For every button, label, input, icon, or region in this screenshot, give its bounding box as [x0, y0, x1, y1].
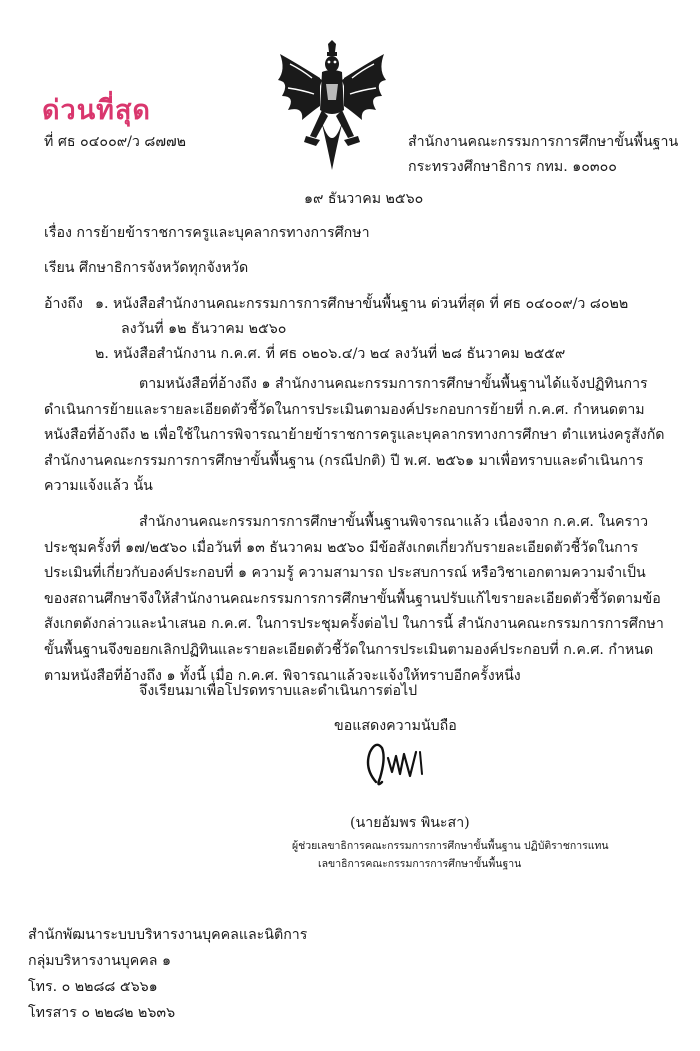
footer-phone: โทร. ๐ ๒๒๘๘ ๕๖๖๑ — [28, 979, 158, 995]
footer-office: สำนักพัฒนาระบบบริหารงานบุคคลและนิติการ — [28, 927, 308, 943]
garuda-emblem-icon — [272, 40, 392, 172]
reference-label: อ้างถึง — [44, 296, 83, 312]
signer-position-2: เลขาธิการคณะกรรมการการศึกษาขั้นพื้นฐาน — [318, 858, 522, 870]
reference-item-2: ๒. หนังสือสำนักงาน ก.ค.ศ. ที่ ศธ ๐๒๐๖.๔/ว ๒๔ ลงวันที่ ๒๘ ธันวาคม ๒๕๕๙ — [95, 346, 566, 362]
signer-name: (นายอัมพร พินะสา) — [350, 815, 470, 831]
handwritten-signature — [362, 738, 442, 790]
regards-line: ขอแสดงความนับถือ — [334, 718, 457, 734]
document-date: ๑๙ ธันวาคม ๒๕๖๐ — [304, 191, 424, 207]
body-paragraph-1-text: ตามหนังสือที่อ้างถึง ๑ สำนักงานคณะกรรมการการศึกษาขั้นพื้นฐานได้แจ้งปฏิทินการดำเนินการย้ายและรายละเอียดตัวชี้วัดในการประเมินตามองค์ประกอบการย้ายที่ ก.ค.ศ. กำหนดตามหนังสือที่อ้างถึง ๒ เพื่อใช้ในการพิจารณาย้ายข้าราชการครูและบุคลากรทางการศึกษา ตำแหน่งครูสังกัดสำนักงานคณะกรรมการการศึกษาขั้นพื้นฐาน (กรณีปกติ) ปี พ.ศ. ๒๕๖๑ มาเพื่อทราบและดำเนินการความแจ้งแล้ว นั้น — [44, 376, 665, 495]
signer-position-1: ผู้ช่วยเลขาธิการคณะกรรมการการศึกษาขั้นพื้นฐาน ปฏิบัติราชการแทน — [292, 840, 609, 852]
reference-item-1-date: ลงวันที่ ๑๒ ธันวาคม ๒๕๖๐ — [121, 321, 287, 337]
issuing-ministry-address: กระทรวงศึกษาธิการ กทม. ๑๐๓๐๐ — [408, 159, 617, 175]
footer-fax: โทรสาร ๐ ๒๒๘๒ ๒๖๓๖ — [28, 1005, 176, 1021]
reference-item-1: ๑. หนังสือสำนักงานคณะกรรมการการศึกษาขั้นพื้นฐาน ด่วนที่สุด ที่ ศธ ๐๔๐๐๙/ว ๘๐๒๒ — [95, 296, 629, 312]
issuing-agency: สำนักงานคณะกรรมการการศึกษาขั้นพื้นฐาน — [408, 134, 679, 150]
footer-group: กลุ่มบริหารงานบุคคล ๑ — [28, 953, 171, 969]
body-paragraph-2-text: สำนักงานคณะกรรมการการศึกษาขั้นพื้นฐานพิจารณาแล้ว เนื่องจาก ก.ค.ศ. ในคราวประชุมครั้งที่ ๑๗/๒๕๖๐ เมื่อวันที่ ๑๓ ธันวาคม ๒๕๖๐ มีข้อสังเกตเกี่ยวกับรายละเอียดตัวชี้วัดในการประเมินที่เกี่ยวกับองค์ประกอบที่ ๑ ความรู้ ความสามารถ ประสบการณ์ หรือวิชาเอกตามความจำเป็นของสถานศึกษาจึงให้สำนักงานคณะกรรมการการศึกษาขั้นพื้นฐานปรับแก้ไขรายละเอียดตัวชี้วัดตามข้อสังเกตดังกล่าวและนำเสนอ ก.ค.ศ. ในการประชุมครั้งต่อไป ในการนี้ สำนักงานคณะกรรมการการศึกษาขั้นพื้นฐานจึงขอยกเลิกปฏิทินและรายละเอียดตัวชี้วัดในการประเมินตามองค์ประกอบที่ ก.ค.ศ. กำหนด ตามหนังสือที่อ้างถึง ๑ ทั้งนี้ เมื่อ ก.ค.ศ. พิจารณาแล้วจะแจ้งให้ทราบอีกครั้งหนึ่ง — [44, 514, 664, 684]
body-paragraph-1 — [44, 372, 669, 500]
document-reference-number: ที่ ศธ ๐๔๐๐๙/ว ๘๗๗๒ — [44, 134, 187, 150]
body-paragraph-2 — [44, 510, 669, 689]
closing-sentence: จึงเรียนมาเพื่อโปรดทราบและดำเนินการต่อไป — [139, 683, 418, 699]
document-subject: เรื่อง การย้ายข้าราชการครูและบุคลากรทางการศึกษา — [44, 225, 370, 241]
document-recipient: เรียน ศึกษาธิการจังหวัดทุกจังหวัด — [44, 260, 249, 276]
urgency-stamp: ด่วนที่สุด — [42, 95, 151, 126]
